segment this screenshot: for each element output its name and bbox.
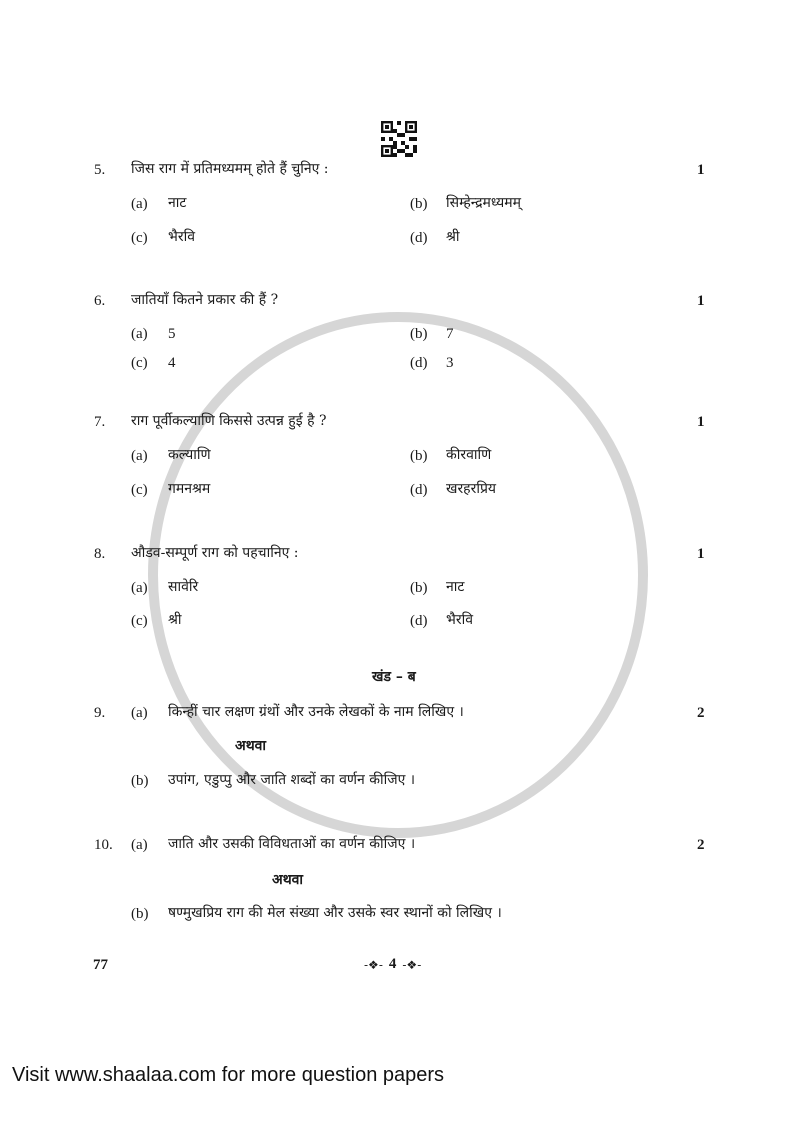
page-number: 4 — [388, 956, 397, 972]
part-b-text: उपांग, एडुप्पु और जाति शब्दों का वर्णन कीजिए । — [168, 772, 416, 788]
question-number: 5. — [94, 162, 106, 178]
question-text: राग पूर्वीकल्याणि किससे उत्पन्न हुई है ? — [131, 413, 327, 429]
option-label: (a) — [131, 326, 148, 342]
question-number: 8. — [94, 546, 106, 562]
question-number: 6. — [94, 293, 106, 309]
option-text: 7 — [446, 326, 454, 342]
question-marks: 1 — [697, 546, 705, 562]
option-text: गमनश्रम — [168, 481, 211, 497]
question-marks: 1 — [697, 414, 705, 430]
question-marks: 1 — [697, 293, 705, 309]
question-number: 10. — [94, 837, 113, 853]
option-text: 3 — [446, 355, 454, 371]
part-a-label: (a) — [131, 837, 148, 853]
question-text: औडव-सम्पूर्ण राग को पहचानिए : — [131, 545, 299, 561]
part-b-label: (b) — [131, 773, 149, 789]
ornament-left-icon: -❖- — [364, 957, 383, 972]
question-marks: 2 — [697, 837, 705, 853]
part-a-text: जाति और उसकी विविधताओं का वर्णन कीजिए । — [168, 836, 416, 852]
option-text: सावेरि — [168, 579, 199, 595]
option-label: (b) — [410, 196, 428, 212]
option-text: नाट — [168, 195, 187, 211]
option-label: (c) — [131, 230, 148, 246]
option-text: भैरवि — [446, 612, 473, 628]
option-label: (c) — [131, 355, 148, 371]
section-heading: खंड – ब — [372, 669, 416, 685]
option-label: (d) — [410, 482, 428, 498]
part-b-label: (b) — [131, 906, 149, 922]
qr-code — [381, 121, 417, 157]
question-number: 7. — [94, 414, 106, 430]
or-label: अथवा — [235, 738, 267, 754]
question-text: जिस राग में प्रतिमध्यमम् होते हैं चुनिए : — [131, 161, 329, 177]
option-label: (d) — [410, 613, 428, 629]
question-text: जातियाँ कितने प्रकार की हैं ? — [131, 292, 279, 308]
paper-code: 77 — [93, 957, 108, 973]
part-a-label: (a) — [131, 705, 148, 721]
option-label: (a) — [131, 448, 148, 464]
page-number-block — [364, 956, 421, 973]
part-b-text: षण्मुखप्रिय राग की मेल संख्या और उसके स्वर स्थानों को लिखिए । — [168, 905, 502, 921]
question-marks: 2 — [697, 705, 705, 721]
option-label: (b) — [410, 448, 428, 464]
option-label: (c) — [131, 482, 148, 498]
question-marks: 1 — [697, 162, 705, 178]
part-a-text: किन्हीं चार लक्षण ग्रंथों और उनके लेखकों के नाम लिखिए । — [168, 704, 464, 720]
option-text: श्री — [168, 612, 182, 628]
option-text: भैरवि — [168, 229, 195, 245]
ornament-right-icon: -❖- — [402, 957, 422, 972]
option-label: (b) — [410, 580, 428, 596]
or-label: अथवा — [272, 872, 304, 888]
question-number: 9. — [94, 705, 106, 721]
option-text: खरहरप्रिय — [446, 481, 497, 497]
option-text: श्री — [446, 229, 460, 245]
option-label: (b) — [410, 326, 428, 342]
option-label: (c) — [131, 613, 148, 629]
option-label: (a) — [131, 580, 148, 596]
option-label: (d) — [410, 230, 428, 246]
option-label: (a) — [131, 196, 148, 212]
option-text: कल्याणि — [168, 447, 211, 463]
watermark-circle — [153, 317, 643, 833]
visit-banner[interactable]: Visit www.shaalaa.com for more question papers — [12, 1064, 445, 1086]
option-text: 5 — [168, 326, 176, 342]
option-text: कीरवाणि — [446, 447, 492, 463]
option-text: 4 — [168, 355, 176, 371]
option-label: (d) — [410, 355, 428, 371]
option-text: सिम्हेन्द्रमध्यमम् — [446, 195, 522, 211]
option-text: नाट — [446, 579, 465, 595]
